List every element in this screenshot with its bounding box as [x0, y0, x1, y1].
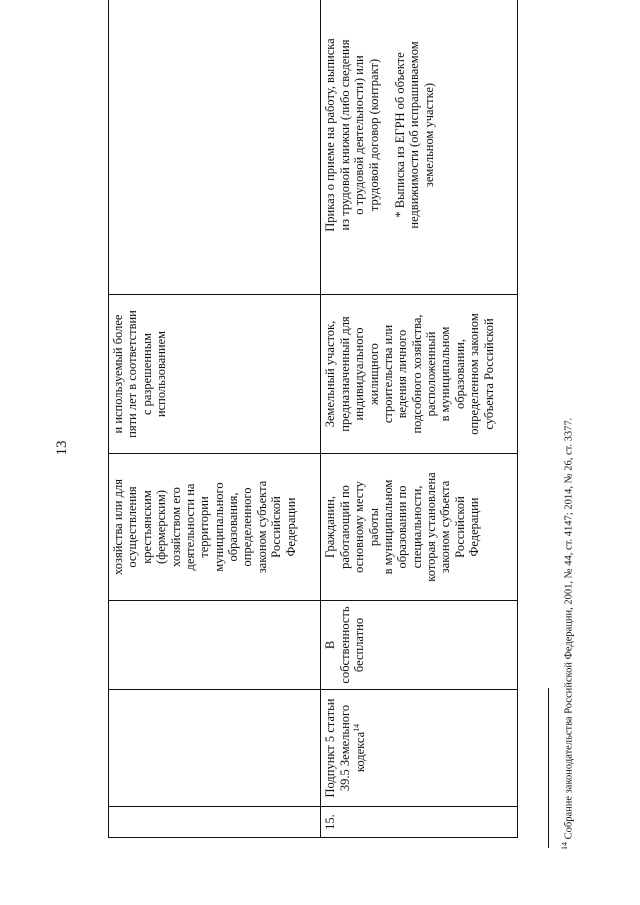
page-number: 13 — [54, 440, 70, 456]
cell-applicant: Гражданин, работающий по основному месту работы в муниципальном образовании по специальности, которая установлена законом субъекта Российской Федерации — [321, 454, 518, 601]
cell-land-plot: и используемый более пяти лет в соответствии с разрешенным использованием — [109, 295, 321, 454]
footnote — [560, 30, 575, 850]
footnote-marker: 14 — [560, 842, 569, 850]
cell-land-plot: Земельный участок, предназначенный для индивидуального жилищного строительства или ведения личного подсобного хозяйства, расположенный в муниципальном образовании, определенном законом субъекта Российской — [321, 295, 518, 454]
cell-legal-basis: Подпункт 5 статьи 39.5 Земельного кодекса$^{14}$ — [321, 690, 518, 807]
footnote-ref: 14 — [352, 723, 362, 732]
cell-right-type: В собственность бесплатно — [321, 601, 518, 690]
table-row-15 — [321, 0, 518, 838]
cell-number: 15. — [321, 807, 518, 838]
cell-documents — [321, 0, 518, 295]
footnote-separator — [548, 688, 549, 848]
cell-right-type — [109, 601, 321, 690]
documents-item-egrn: * Выписка из ЕГРН об объекте недвижимости (об испрашиваемом земельном участке) — [392, 41, 436, 229]
documents-item-employment: Приказ о приеме на работу, выписка из трудовой книжки (либо сведения о трудовой деятельности) или трудовой договор (контракт) — [323, 38, 381, 232]
footnote-text: Собрание законодательства Российской Федерации, 2001, № 44, ст. 4147; 2014, № 26, ст. 3377. — [563, 417, 575, 842]
cell-legal-basis — [109, 690, 321, 807]
land-grant-table — [108, 0, 518, 838]
table-row-continuation — [109, 0, 321, 838]
cell-number — [109, 807, 321, 838]
cell-documents — [109, 0, 321, 295]
table-container — [108, 30, 518, 838]
cell-applicant: хозяйства или для осуществления крестьянским (фермерским) хозяйством его деятельности на территории муниципального образования, определенного законом субъекта Российской Федерации — [109, 454, 321, 601]
